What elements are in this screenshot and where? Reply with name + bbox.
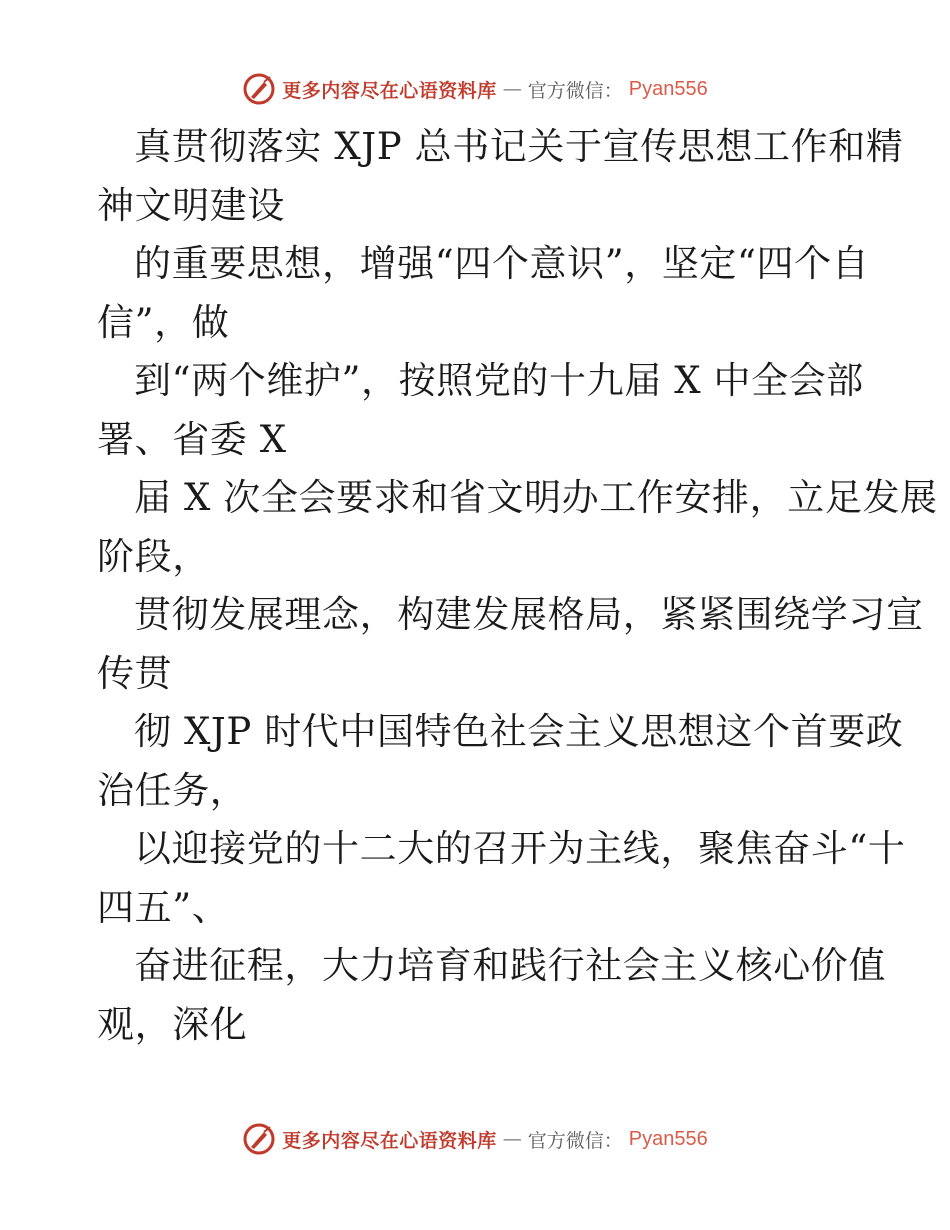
banner-contact-label: 官方微信： bbox=[527, 1129, 623, 1152]
paragraph-line: 彻 XJP 时代中国特色社会主义思想这个首要政 bbox=[134, 710, 904, 753]
paragraph-line: 署、省委 X bbox=[97, 417, 287, 461]
quill-logo-icon bbox=[242, 72, 276, 106]
paragraph-line: 四五”、 bbox=[97, 885, 230, 929]
banner-separator: — bbox=[502, 1128, 522, 1150]
paragraph-line: 的重要思想，增强“四个意识”，坚定“四个自 bbox=[134, 242, 870, 285]
document-body bbox=[97, 118, 938, 1054]
quill-logo-icon bbox=[242, 1122, 276, 1156]
banner-contact-id: Pyan556 bbox=[628, 77, 708, 100]
paragraph-line: 贯彻发展理念，构建发展格局，紧紧围绕学习宣 bbox=[134, 593, 924, 636]
paragraph-line: 神文明建设 bbox=[97, 183, 285, 227]
paragraph-line: 奋进征程，大力培育和践行社会主义核心价值 bbox=[134, 944, 886, 987]
banner-site-name: 更多内容尽在心语资料库 bbox=[282, 1129, 497, 1152]
banner-separator: — bbox=[502, 78, 522, 100]
header-banner bbox=[0, 72, 950, 106]
banner-site-name: 更多内容尽在心语资料库 bbox=[282, 79, 497, 102]
banner-contact-id: Pyan556 bbox=[628, 1127, 708, 1150]
banner-contact-label: 官方微信： bbox=[527, 79, 623, 102]
paragraph-line: 治任务， bbox=[97, 768, 248, 812]
paragraph-line: 届 X 次全会要求和省文明办工作安排，立足发展 bbox=[134, 476, 938, 519]
paragraph-line: 传贯 bbox=[97, 651, 173, 695]
paragraph-line: 到“两个维护”，按照党的十九届 X 中全会部 bbox=[134, 359, 864, 402]
footer-banner bbox=[0, 1122, 950, 1156]
paragraph-line: 真贯彻落实 XJP 总书记关于宣传思想工作和精 bbox=[134, 125, 904, 168]
paragraph-line: 信”，做 bbox=[97, 300, 230, 344]
paragraph-line: 以迎接党的十二大的召开为主线，聚焦奋斗“十 bbox=[134, 827, 906, 870]
paragraph-line: 观，深化 bbox=[97, 1002, 248, 1046]
paragraph-line: 阶段， bbox=[97, 534, 210, 578]
